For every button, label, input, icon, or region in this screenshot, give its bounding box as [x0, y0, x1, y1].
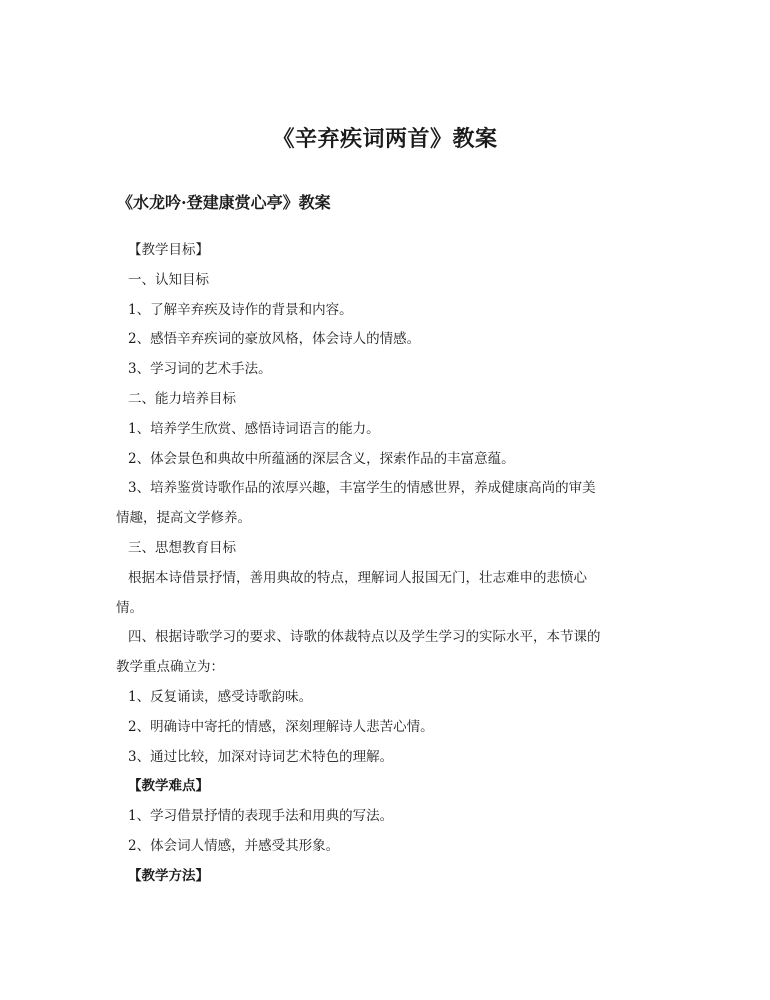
text-line: 二、能力培养目标 — [128, 390, 236, 407]
text-line: 2、体会景色和典故中所蕴涵的深层含义，探索作品的丰富意蕴。 — [128, 450, 515, 467]
text-line: 1、了解辛弃疾及诗作的背景和内容。 — [128, 301, 353, 318]
text-line: 2、体会词人情感，并感受其形象。 — [128, 837, 340, 854]
text-line: 3、学习词的艺术手法。 — [128, 361, 272, 378]
document-title: 《辛弃疾词两首》教案 — [272, 126, 498, 152]
text-line: 四、根据诗歌学习的要求、诗歌的体裁特点以及学生学习的实际水平，本节课的 — [128, 629, 601, 646]
text-line: 3、通过比较，加深对诗词艺术特色的理解。 — [128, 748, 394, 765]
section-heading: 【教学方法】 — [128, 867, 209, 884]
text-line: 情趣，提高文学修养。 — [116, 510, 251, 527]
section-heading: 【教学难点】 — [128, 778, 209, 795]
text-line: 1、学习借景抒情的表现手法和用典的写法。 — [128, 808, 394, 825]
text-line: 一、认知目标 — [128, 271, 209, 288]
section-subtitle: 《水龙吟·登建康赏心亭》教案 — [117, 193, 331, 212]
text-line: 【教学目标】 — [128, 242, 209, 258]
text-line: 1、反复诵读，感受诗歌韵味。 — [128, 688, 313, 705]
text-line: 教学重点确立为： — [116, 659, 224, 676]
text-line: 根据本诗借景抒情，善用典故的特点，理解词人报国无门，壮志难申的悲愤心 — [128, 569, 587, 586]
text-line: 情。 — [116, 599, 143, 616]
text-line: 1、培养学生欣赏、感悟诗词语言的能力。 — [128, 420, 380, 437]
document-body — [116, 236, 661, 892]
text-line: 2、感悟辛弃疾词的豪放风格，体会诗人的情感。 — [128, 331, 421, 348]
text-line: 3、培养鉴赏诗歌作品的浓厚兴趣，丰富学生的情感世界，养成健康高尚的审美 — [128, 480, 596, 497]
text-line: 三、思想教育目标 — [128, 539, 236, 556]
text-line: 2、明确诗中寄托的情感，深刻理解诗人悲苦心情。 — [128, 718, 434, 735]
